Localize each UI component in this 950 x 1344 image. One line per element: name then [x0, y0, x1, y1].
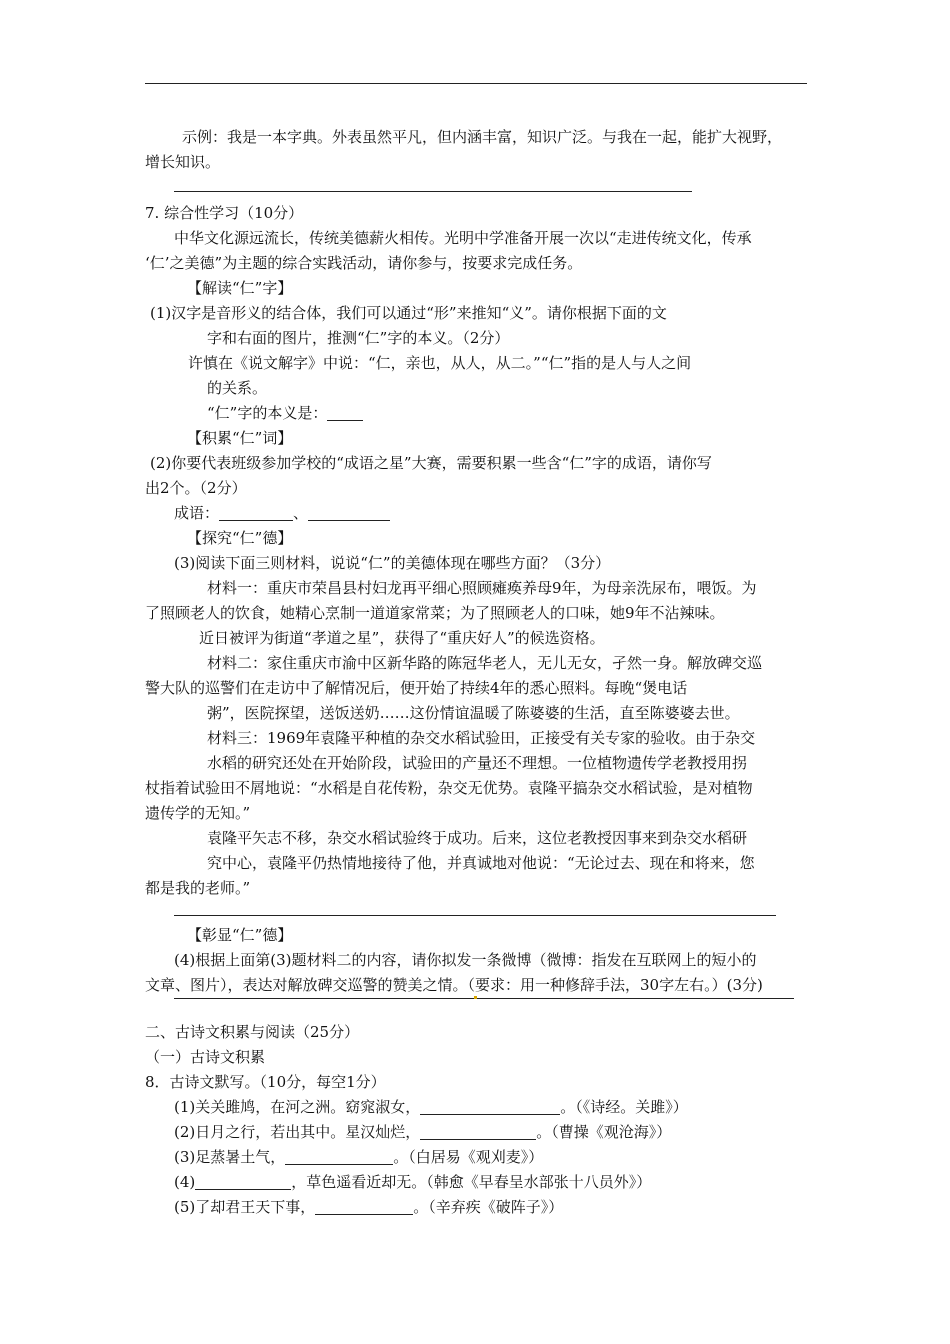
answer-rule-example [174, 191, 692, 192]
q7-intro-line-1: 中华文化源远流长，传统美德薪火相传。光明中学准备开展一次以“走进传统文化，传承 [174, 229, 752, 247]
recite-blank-5[interactable] [315, 1198, 413, 1215]
material2-line-1: 材料二：家住重庆市渝中区新华路的陈冠华老人，无儿无女，孑然一身。解放碑交巡 [207, 654, 763, 672]
q7-part4-line-1: (4)根据上面第(3)题材料二的内容，请你拟发一条微博（微博：指发在互联网上的短小的 [174, 951, 757, 969]
recite-3-source: 。（白居易《观刈麦》） [393, 1148, 544, 1166]
answer-rule-part3 [174, 915, 776, 916]
material1-line-1: 材料一：重庆市荣昌县村妇龙再平细心照顾瘫痪养母9年，为母亲洗尿布，喂饭。为 [207, 579, 757, 597]
recite-blank-3[interactable] [285, 1148, 393, 1165]
recite-4-prompt: (4) [174, 1173, 196, 1191]
meaning-answer-blank[interactable] [327, 404, 363, 421]
material3-line-6: 究中心，袁隆平仍热情地接待了他，并真诚地对他说：“无论过去、现在和将来，您 [207, 854, 755, 872]
recite-2-prompt: (2)日月之行，若出其中。星汉灿烂， [174, 1123, 421, 1141]
recite-item-3 [174, 1146, 543, 1168]
recite-blank-1[interactable] [420, 1098, 560, 1115]
material3-line-1: 材料三：1969年袁隆平种植的杂交水稻试验田，正接受有关专家的验收。由于杂交 [207, 729, 756, 747]
heading-interpret: 【解读“仁”字】 [187, 279, 293, 297]
idiom-prompt: 成语： [174, 504, 220, 522]
q7-part1-line-2: 字和右面的图片，推测“仁”字的本义。（2分） [207, 329, 510, 347]
material3-line-4: 遗传学的无知。” [145, 804, 251, 822]
material2-line-3: 粥”，医院探望，送饭送奶……这份情谊温暖了陈婆婆的生活，直至陈婆婆去世。 [207, 704, 740, 722]
recite-3-prompt: (3)足蒸暑土气， [174, 1148, 286, 1166]
recite-item-4 [174, 1171, 651, 1193]
example-line-1: 示例：我是一本字典。外表虽然平凡，但内涵丰富，知识广泛。与我在一起，能扩大视野， [182, 128, 783, 146]
material3-line-3: 杖指着试验田不屑地说：“水稻是自花传粉，杂交无优势。袁隆平搞杂交水稻试验，是对植物 [145, 779, 753, 797]
q8-title: 8．古诗文默写。（10分，每空1分） [145, 1073, 386, 1091]
recite-5-source: 。（辛弃疾《破阵子》） [413, 1198, 564, 1216]
recite-blank-4[interactable] [195, 1173, 291, 1190]
section2-subtitle: （一）古诗文积累 [145, 1048, 266, 1066]
heading-manifest: 【彰显“仁”德】 [187, 926, 293, 944]
recite-item-5 [174, 1196, 563, 1218]
recite-5-prompt: (5)了却君王天下事， [174, 1198, 316, 1216]
section2-title: 二、古诗文积累与阅读（25分） [145, 1023, 360, 1041]
q7-part1-line-3: 许慎在《说文解字》中说：“仁，亲也，从人，从二。”“仁”指的是人与人之间 [188, 354, 692, 372]
q7-part2-line-1: (2)你要代表班级参加学校的“成语之星”大赛，需要积累一些含“仁”字的成语，请你写 [150, 454, 712, 472]
header-rule [145, 83, 807, 84]
idiom-blank-2[interactable] [308, 504, 390, 521]
q7-part4-line-2: 文章、图片），表达对解放碑交巡警的赞美之情。（要求：用一种修辞手法，30字左右。）(3分) [145, 976, 763, 994]
heading-explore: 【探究“仁”德】 [187, 529, 293, 547]
q7-part2-line-2: 出2个。（2分） [145, 479, 247, 497]
recite-1-prompt: (1)关关雎鸠，在河之洲。窈窕淑女， [174, 1098, 421, 1116]
q7-intro-line-2: ‘仁’之美德”为主题的综合实践活动，请你参与，按要求完成任务。 [145, 254, 583, 272]
material3-line-5: 袁隆平矢志不移，杂交水稻试验终于成功。后来，这位老教授因事来到杂交水稻研 [207, 829, 748, 847]
q7-part1-line-4: 的关系。 [207, 379, 268, 397]
mark-dot [474, 996, 477, 999]
recite-blank-2[interactable] [420, 1123, 536, 1140]
material2-line-2: 警大队的巡警们在走访中了解情况后，便开始了持续4年的悉心照料。每晚“煲电话 [145, 679, 688, 697]
recite-1-source: 。（《诗经。关雎》） [560, 1098, 688, 1116]
example-line-2: 增长知识。 [145, 153, 221, 171]
q7-part1-line-5 [207, 402, 363, 424]
material1-line-3: 近日被评为街道“孝道之星”，获得了“重庆好人”的候选资格。 [199, 629, 605, 647]
meaning-prompt: “仁”字的本义是： [207, 404, 328, 422]
heading-accumulate: 【积累“仁”词】 [187, 429, 293, 447]
idiom-separator: 、 [293, 504, 309, 522]
q7-title: 7. 综合性学习（10分） [145, 204, 304, 222]
material3-line-2: 水稻的研究还处在开始阶段，试验田的产量还不理想。一位植物遗传学老教授用拐 [207, 754, 748, 772]
material3-line-7: 都是我的老师。” [145, 879, 251, 897]
recite-2-source: 。（曹操《观沧海》） [536, 1123, 672, 1141]
recite-item-1 [174, 1096, 688, 1118]
idiom-answer-line [174, 502, 390, 524]
idiom-blank-1[interactable] [219, 504, 293, 521]
recite-4-source: ，草色遥看近却无。（韩愈《早春呈水部张十八员外》） [291, 1173, 652, 1191]
q7-part1-line-1: (1)汉字是音形义的结合体，我们可以通过“形”来推知“义”。请你根据下面的文 [150, 304, 667, 322]
recite-item-2 [174, 1121, 671, 1143]
answer-rule-part4 [174, 998, 794, 999]
material1-line-2: 了照顾老人的饮食，她精心烹制一道道家常菜；为了照顾老人的口味，她9年不沾辣味。 [145, 604, 725, 622]
q7-part3-line-1: (3)阅读下面三则材料，说说“仁”的美德体现在哪些方面？（3分） [174, 554, 611, 572]
